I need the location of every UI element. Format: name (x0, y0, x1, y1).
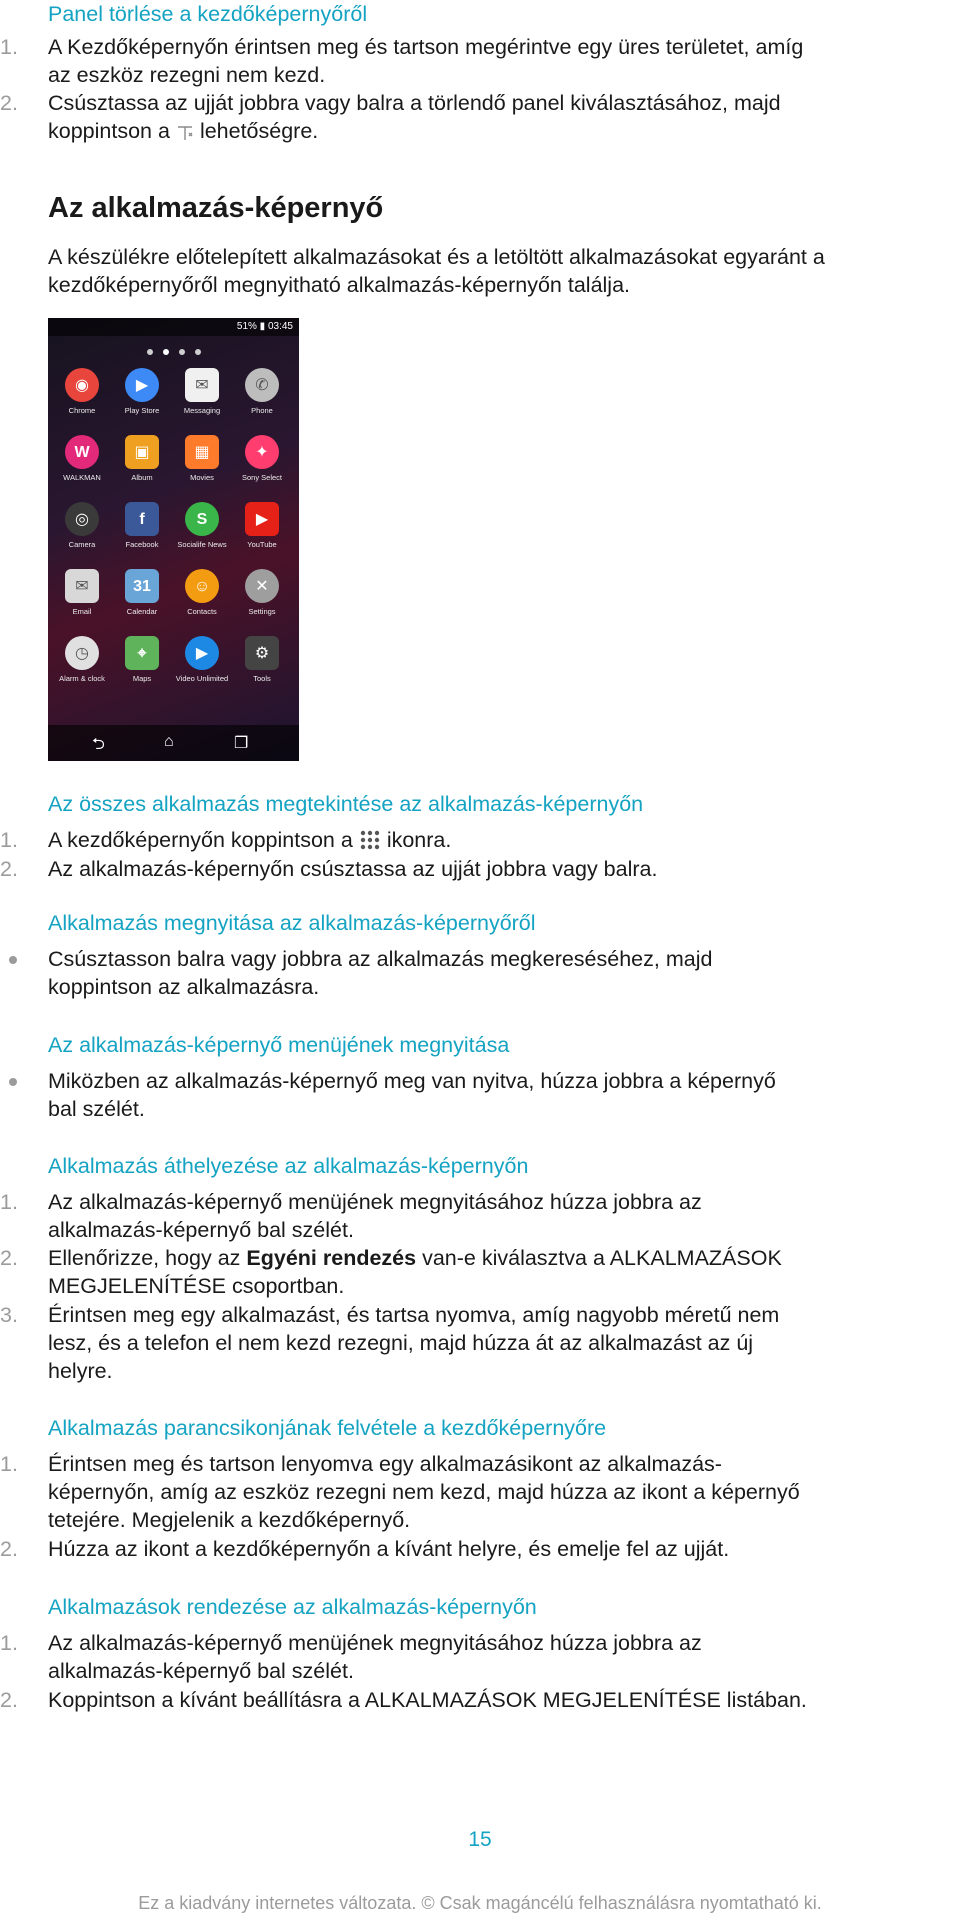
app-icon-play-store[interactable] (114, 368, 170, 415)
step-number: 1. (0, 35, 18, 59)
back-icon: ⮌ (92, 736, 105, 753)
step-text-part: van-e kiválasztva a (422, 1246, 605, 1270)
step-text (48, 1244, 948, 1300)
app-label: Sony Select (241, 473, 283, 482)
app-glyph-icon: S (185, 502, 219, 536)
app-glyph-icon: W (65, 435, 99, 469)
nav-bar (48, 725, 299, 761)
app-label: Facebook (125, 540, 159, 549)
bullet-text: Miközben az alkalmazás-képernyő meg van nyitva, húzza jobbra a képernyő bal szélét. (48, 1069, 776, 1121)
app-label: Contacts (187, 607, 217, 616)
step-number: 1. (0, 1190, 18, 1214)
app-label: Chrome (68, 406, 96, 415)
page-indicator (48, 342, 299, 360)
step-text: Az alkalmazás-képernyő menüjének megnyitásához húzza jobbra az alkalmazás-képernyő bal szélét. (48, 1190, 702, 1242)
app-glyph-icon: ✦ (245, 435, 279, 469)
app-icon-alarm-clock[interactable] (54, 636, 110, 683)
step-text-part: listában. (726, 1688, 807, 1712)
app-icon-camera[interactable] (54, 502, 110, 549)
bullet (9, 956, 17, 964)
page-dot (179, 349, 185, 355)
app-glyph-icon: ▶ (185, 636, 219, 670)
ui-term: Egyéni rendezés (246, 1246, 417, 1270)
app-glyph-icon: ▶ (125, 368, 159, 402)
app-icon-email[interactable] (54, 569, 110, 616)
step-text: Érintsen meg egy alkalmazást, és tartsa nyomva, amíg nagyobb méretű nem lesz, és a telefon el nem kezd rezegni, majd húzza át az alkalmazást az új helyre. (48, 1303, 780, 1383)
app-label: Video Unlimited (175, 674, 229, 683)
app-glyph-icon: ⌖ (125, 636, 159, 670)
step-text: Az alkalmazás-képernyő menüjének megnyitásához húzza jobbra az alkalmazás-képernyő bal szélét. (48, 1631, 702, 1683)
app-label: Tools (253, 674, 271, 683)
app-label: Phone (251, 406, 273, 415)
home-icon: ⌂ (164, 733, 174, 750)
page-title: Az alkalmazás-képernyő (48, 192, 384, 224)
app-label: Album (131, 473, 153, 482)
section-heading: Alkalmazás parancsikonjának felvétele a kezdőképernyőre (48, 1416, 607, 1440)
app-icon-facebook[interactable] (114, 502, 170, 549)
delete-panel-icon (176, 121, 194, 149)
app-icon-calendar[interactable] (114, 569, 170, 616)
app-glyph-icon: ▦ (185, 435, 219, 469)
step-text-part: Csúsztassa az ujját jobbra vagy balra a törlendő panel kiválasztásához, majd (48, 91, 781, 115)
step-text: A Kezdőképernyőn érintsen meg és tartson megérintve egy üres területet, amíg az eszköz rezegni nem kezd. (48, 35, 804, 87)
step-text: Az alkalmazás-képernyőn csúsztassa az ujját jobbra vagy balra. (48, 857, 658, 881)
app-icon-phone[interactable] (234, 368, 290, 415)
app-label: Socialife News (177, 540, 227, 549)
app-icon-youtube[interactable] (234, 502, 290, 549)
app-label: Settings (248, 607, 276, 616)
step-number: 2. (0, 1537, 18, 1561)
app-label: YouTube (247, 540, 277, 549)
status-text: 51% ▮ 03:45 (236, 321, 293, 332)
apps-grid-icon (359, 829, 381, 858)
status-bar (48, 318, 299, 336)
app-label: Calendar (126, 607, 158, 616)
step-text-part: koppintson a (48, 119, 170, 143)
app-icon-settings[interactable] (234, 569, 290, 616)
app-icon-sony-select[interactable] (234, 435, 290, 482)
step-text-part: ikonra. (386, 828, 452, 852)
app-icon-movies[interactable] (174, 435, 230, 482)
step-text: Érintsen meg és tartson lenyomva egy alkalmazásikont az alkalmazás- képernyőn, amíg az eszköz rezegni nem kezd, majd húzza az ikont a képernyő tetejére. Megjelenik a kezdőképernyő. (48, 1452, 800, 1532)
step-number: 1. (0, 1452, 18, 1476)
section-heading: Az alkalmazás-képernyő menüjének megnyitása (48, 1033, 510, 1057)
step-number: 2. (0, 91, 18, 115)
app-label: Camera (68, 540, 96, 549)
app-label: Movies (190, 473, 214, 482)
app-label: Messaging (183, 406, 221, 415)
step-number: 1. (0, 828, 18, 852)
page-dot (163, 349, 169, 355)
page-number: 15 (468, 1828, 492, 1851)
ui-term: MEGJELENÍTÉSE (48, 1274, 227, 1298)
bullet-text: Csúsztasson balra vagy jobbra az alkalmazás megkereséséhez, majd koppintson az alkalmazásra. (48, 947, 713, 999)
step-number: 1. (0, 1631, 18, 1655)
app-icon-maps[interactable] (114, 636, 170, 683)
bullet (9, 1078, 17, 1086)
app-glyph-icon: ▣ (125, 435, 159, 469)
step-text-part: A kezdőképernyőn koppintson a (48, 828, 353, 852)
step-text-part: csoportban. (232, 1274, 345, 1298)
step-text-part: lehetőségre. (199, 119, 319, 143)
app-label: Alarm & clock (59, 674, 105, 683)
app-glyph-icon: ✕ (245, 569, 279, 603)
app-glyph-icon: ◷ (65, 636, 99, 670)
intro-paragraph: A készülékre előtelepített alkalmazásokat és a letöltött alkalmazásokat egyaránt a kezdőképernyőről megnyitható alkalmazás-képernyőn találja. (48, 245, 825, 297)
app-glyph-icon: ▶ (245, 502, 279, 536)
section-heading: Alkalmazás megnyitása az alkalmazás-képernyőről (48, 911, 536, 935)
app-icon-video-unlimited[interactable] (174, 636, 230, 683)
app-icon-messaging[interactable] (174, 368, 230, 415)
section-heading: Panel törlése a kezdőképernyőről (48, 2, 368, 26)
app-glyph-icon: 31 (125, 569, 159, 603)
app-glyph-icon: ✉ (185, 368, 219, 402)
step-text-part: Koppintson a kívánt beállításra a (48, 1688, 360, 1712)
recent-apps-icon: ❐ (234, 735, 249, 752)
step-text: Húzza az ikont a kezdőképernyőn a kívánt helyre, és emelje fel az ujját. (48, 1537, 730, 1561)
app-label: Play Store (124, 406, 160, 415)
section-heading: Az összes alkalmazás megtekintése az alkalmazás-képernyőn (48, 792, 644, 816)
app-icon-chrome[interactable] (54, 368, 110, 415)
app-glyph-icon: ✉ (65, 569, 99, 603)
page-dot (147, 349, 153, 355)
ui-term: ALKALMAZÁSOK MEGJELENÍTÉSE (364, 1688, 721, 1712)
app-icon-contacts[interactable] (174, 569, 230, 616)
step-number: 2. (0, 1688, 18, 1712)
section-heading: Alkalmazások rendezése az alkalmazás-képernyőn (48, 1595, 537, 1619)
step-text-part: Ellenőrizze, hogy az (48, 1246, 241, 1270)
app-label: Email (72, 607, 92, 616)
footer-note: Ez a kiadvány internetes változata. © Csak magáncélú felhasználásra nyomtatható ki. (138, 1893, 822, 1913)
app-screen-screenshot (48, 318, 299, 761)
page-dot (195, 349, 201, 355)
step-text (48, 826, 948, 858)
app-glyph-icon: ✆ (245, 368, 279, 402)
step-number: 2. (0, 1246, 18, 1270)
step-text (48, 89, 948, 149)
step-text (48, 1686, 948, 1714)
app-icon-socialife-news[interactable] (174, 502, 230, 549)
app-glyph-icon: ⚙ (245, 636, 279, 670)
app-icon-album[interactable] (114, 435, 170, 482)
app-icon-walkman[interactable] (54, 435, 110, 482)
app-label: Maps (132, 674, 152, 683)
app-icon-tools[interactable] (234, 636, 290, 683)
app-glyph-icon: ◎ (65, 502, 99, 536)
step-number: 2. (0, 857, 18, 881)
ui-term: ALKALMAZÁSOK (609, 1246, 782, 1270)
step-number: 3. (0, 1303, 18, 1327)
app-glyph-icon: ☺ (185, 569, 219, 603)
app-glyph-icon: ◉ (65, 368, 99, 402)
section-heading: Alkalmazás áthelyezése az alkalmazás-képernyőn (48, 1154, 529, 1178)
app-label: WALKMAN (63, 473, 101, 482)
app-glyph-icon: f (125, 502, 159, 536)
